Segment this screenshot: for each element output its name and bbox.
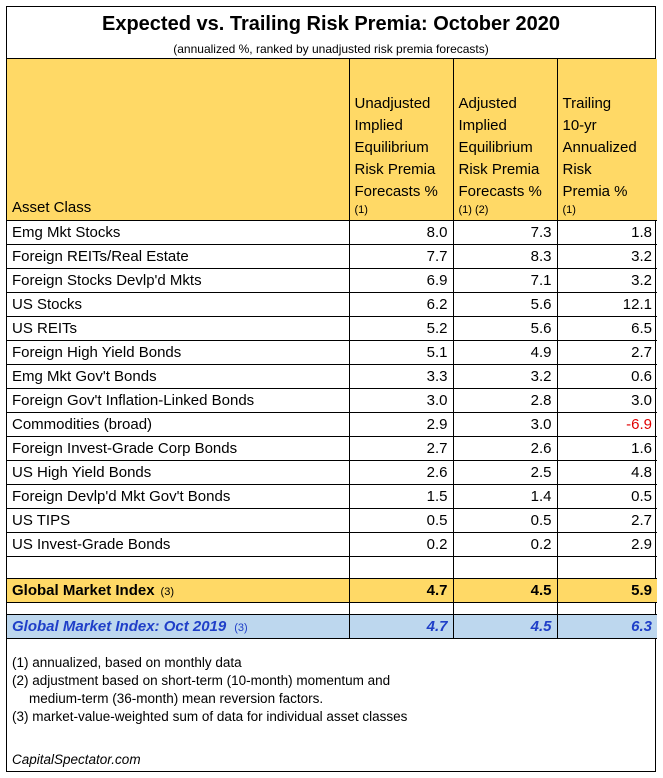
adjusted-cell: 2.5 (453, 460, 557, 484)
unadjusted-cell: 8.0 (349, 220, 453, 244)
summary-note: (3) (160, 585, 174, 598)
header-asset-class: Asset Class (7, 59, 349, 220)
unadjusted-cell: 0.2 (349, 532, 453, 556)
asset-class-cell: Foreign Invest-Grade Corp Bonds (7, 436, 349, 460)
summary-name: Global Market Index (12, 581, 155, 599)
adjusted-cell: 0.5 (453, 508, 557, 532)
unadjusted-cell: 3.3 (349, 364, 453, 388)
footnote-1: (1) annualized, based on monthly data (12, 655, 242, 670)
table-row (7, 412, 657, 436)
spacer-cell (557, 556, 657, 578)
source-credit: CapitalSpectator.com (12, 752, 141, 767)
adjusted-cell: 7.3 (453, 220, 557, 244)
trailing-cell: 1.6 (557, 436, 657, 460)
spacer-cell (557, 602, 657, 614)
adjusted-cell: 4.5 (453, 578, 557, 602)
unadjusted-cell: 2.7 (349, 436, 453, 460)
unadjusted-cell: 1.5 (349, 484, 453, 508)
asset-class-cell: Commodities (broad) (7, 412, 349, 436)
gmi-2019-row (7, 614, 657, 638)
table-row (7, 244, 657, 268)
table-row (7, 460, 657, 484)
adjusted-cell: 5.6 (453, 316, 557, 340)
table-row (7, 388, 657, 412)
asset-class-cell: Emg Mkt Stocks (7, 220, 349, 244)
unadjusted-cell: 6.2 (349, 292, 453, 316)
trailing-cell: 2.9 (557, 532, 657, 556)
trailing-cell: 3.2 (557, 268, 657, 292)
trailing-cell: 1.8 (557, 220, 657, 244)
unadjusted-cell: 4.7 (349, 578, 453, 602)
asset-class-cell: Foreign REITs/Real Estate (7, 244, 349, 268)
risk-premia-table-frame (6, 6, 656, 772)
asset-class-cell: Emg Mkt Gov't Bonds (7, 364, 349, 388)
trailing-cell: 3.0 (557, 388, 657, 412)
risk-premia-table (7, 59, 657, 639)
spacer-cell (349, 556, 453, 578)
adjusted-cell: 4.5 (453, 614, 557, 638)
table-row (7, 364, 657, 388)
asset-class-cell: US TIPS (7, 508, 349, 532)
header-unadjusted: Unadjusted Implied Equilibrium Risk Premia Forecasts % (1) (349, 59, 453, 220)
unadjusted-cell: 7.7 (349, 244, 453, 268)
asset-class-cell: Foreign High Yield Bonds (7, 340, 349, 364)
trailing-cell: -6.9 (557, 412, 657, 436)
spacer-row (7, 556, 657, 578)
asset-class-cell: US REITs (7, 316, 349, 340)
gmi-row (7, 578, 657, 602)
footnote-2: (2) adjustment based on short-term (10-month) momentum and (12, 673, 391, 688)
adjusted-cell: 3.2 (453, 364, 557, 388)
asset-class-cell: US Invest-Grade Bonds (7, 532, 349, 556)
unadjusted-cell: 5.2 (349, 316, 453, 340)
adjusted-cell: 4.9 (453, 340, 557, 364)
unadjusted-cell: 4.7 (349, 614, 453, 638)
table-row (7, 340, 657, 364)
spacer-cell (7, 556, 349, 578)
footnotes (12, 654, 407, 726)
adjusted-cell: 8.3 (453, 244, 557, 268)
table-row (7, 484, 657, 508)
unadjusted-cell: 5.1 (349, 340, 453, 364)
spacer-cell (453, 602, 557, 614)
adjusted-cell: 3.0 (453, 412, 557, 436)
trailing-cell: 6.3 (557, 614, 657, 638)
asset-class-cell: Foreign Devlp'd Mkt Gov't Bonds (7, 484, 349, 508)
adjusted-cell: 7.1 (453, 268, 557, 292)
table-row (7, 436, 657, 460)
trailing-cell: 2.7 (557, 508, 657, 532)
spacer-row (7, 602, 657, 614)
trailing-cell: 0.6 (557, 364, 657, 388)
adjusted-cell: 0.2 (453, 532, 557, 556)
unadjusted-cell: 6.9 (349, 268, 453, 292)
asset-class-cell: US High Yield Bonds (7, 460, 349, 484)
header-adjusted: Adjusted Implied Equilibrium Risk Premia Forecasts % (1) (2) (453, 59, 557, 220)
asset-class-cell: US Stocks (7, 292, 349, 316)
adjusted-cell: 2.6 (453, 436, 557, 460)
table-row (7, 316, 657, 340)
table-row (7, 292, 657, 316)
trailing-cell: 6.5 (557, 316, 657, 340)
spacer-cell (453, 556, 557, 578)
spacer-cell (349, 602, 453, 614)
trailing-cell: 3.2 (557, 244, 657, 268)
asset-class-cell: Foreign Gov't Inflation-Linked Bonds (7, 388, 349, 412)
trailing-cell: 5.9 (557, 578, 657, 602)
trailing-cell: 12.1 (557, 292, 657, 316)
adjusted-cell: 2.8 (453, 388, 557, 412)
summary-name-cell (7, 614, 349, 638)
unadjusted-cell: 2.6 (349, 460, 453, 484)
header-trailing: Trailing 10-yr Annualized Risk Premia % (1) (557, 59, 657, 220)
adjusted-cell: 5.6 (453, 292, 557, 316)
footnote-3: (3) market-value-weighted sum of data for individual asset classes (12, 709, 408, 724)
trailing-cell: 4.8 (557, 460, 657, 484)
page-subtitle: (annualized %, ranked by unadjusted risk premia forecasts) (173, 42, 489, 56)
table-row (7, 532, 657, 556)
unadjusted-cell: 0.5 (349, 508, 453, 532)
footnote-2-continued: medium-term (36-month) mean reversion factors. (29, 691, 324, 706)
table-row (7, 220, 657, 244)
unadjusted-cell: 2.9 (349, 412, 453, 436)
summary-name-cell (7, 578, 349, 602)
table-row (7, 508, 657, 532)
summary-name: Global Market Index: Oct 2019 (12, 617, 227, 635)
header-row (7, 59, 657, 220)
spacer-cell (7, 602, 349, 614)
adjusted-cell: 1.4 (453, 484, 557, 508)
trailing-cell: 0.5 (557, 484, 657, 508)
trailing-cell: 2.7 (557, 340, 657, 364)
summary-note: (3) (234, 621, 248, 634)
title-block (7, 7, 655, 59)
page-title: Expected vs. Trailing Risk Premia: October 2020 (102, 13, 560, 35)
asset-class-cell: Foreign Stocks Devlp'd Mkts (7, 268, 349, 292)
table-row (7, 268, 657, 292)
unadjusted-cell: 3.0 (349, 388, 453, 412)
